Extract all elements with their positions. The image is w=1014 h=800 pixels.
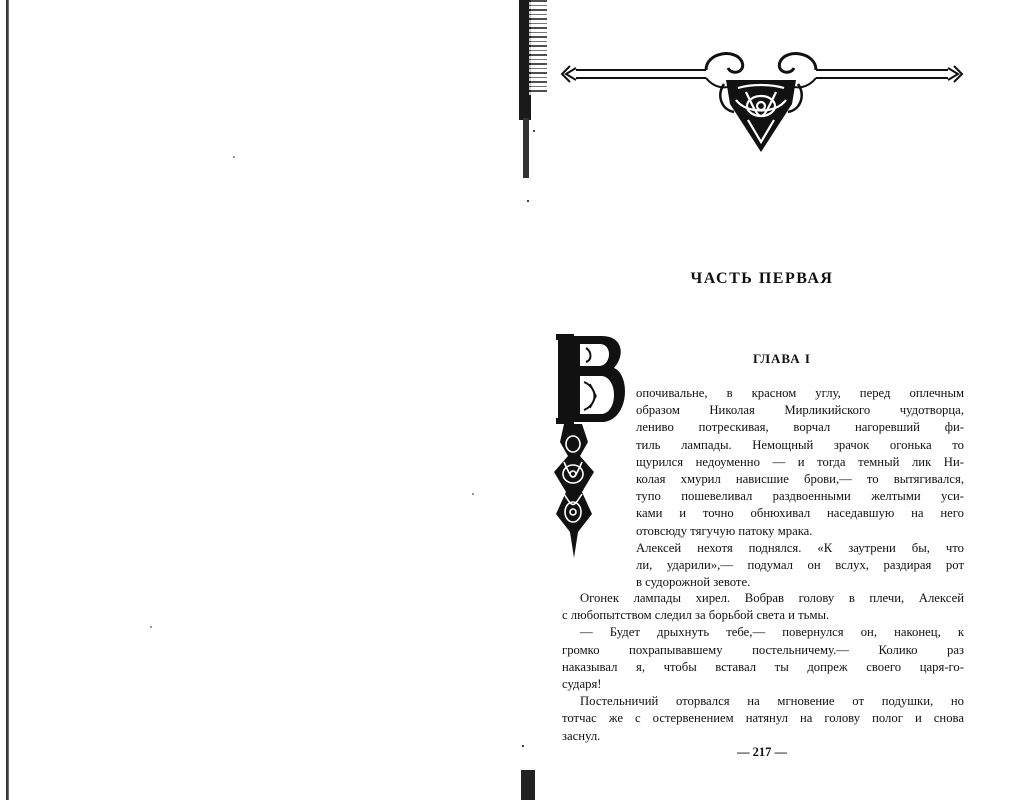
- text-line: заснул.: [562, 728, 601, 743]
- text-line: опочивальне, в красном углу, перед оплечным: [636, 386, 964, 400]
- chapter-title: ГЛАВА I: [753, 351, 811, 366]
- text-line: лениво потрескивая, ворчал нагоревший фи-: [636, 420, 964, 435]
- drop-cap-letter-v: [552, 332, 634, 560]
- text-line: с любопытством следил за борьбой света и тьмы.: [562, 608, 830, 623]
- paragraph-beside-drop-cap: [636, 385, 964, 591]
- text-line: наказывал я, чтобы вставал ты допреж своего царя-го-: [562, 659, 964, 674]
- header-ornament: [556, 44, 966, 159]
- part-title: ЧАСТЬ ПЕРВАЯ: [690, 270, 834, 287]
- left-page-edge: [6, 0, 9, 800]
- speck: [150, 626, 152, 628]
- text-line: тотчас же с остервенением натянул на голову полог и снова: [562, 711, 964, 726]
- text-line: Огонек лампады хирел. Вобрав голову в плечи, Алексей: [580, 591, 964, 605]
- text-line: колая хмурил нависшие брови,— то вытягивался,: [636, 471, 964, 486]
- text-line: ли, ударили»,— подумал он вслух, раздирая рот: [636, 557, 964, 572]
- speck: [472, 493, 474, 495]
- text-line: Алексей нехотя поднялся. «К заутрени бы, что: [636, 540, 964, 555]
- text-line: образом Николая Мирликийского чудотворца,: [636, 403, 964, 418]
- text-line: ками и точно обнюхивал наседавшую на него: [636, 506, 964, 521]
- text-line: сударя!: [562, 676, 602, 691]
- text-line: тиль лампады. Немощный зрачок огонька то: [636, 437, 964, 452]
- text-line: громко похрапывавшему постельничему.— Колико раз: [562, 642, 964, 657]
- paragraph-full-width: [562, 590, 964, 745]
- text-line: отовсюду тягучую патоку мрака.: [636, 523, 813, 538]
- speck: [233, 156, 235, 158]
- text-line: в судорожной зевоте.: [636, 575, 751, 590]
- text-line: Постельничий оторвался на мгновение от подушки, но: [580, 694, 964, 709]
- text-line: тупо пошевеливал раздвоенными желтыми уси-: [636, 489, 964, 504]
- text-line: щурился недоуменно — и тогда темный лик Ни-: [636, 454, 964, 469]
- text-line: — Будет дрыхнуть тебе,— повернулся он, наконец, к: [580, 625, 964, 640]
- page-number: — 217 —: [737, 745, 787, 759]
- right-page: [552, 0, 972, 800]
- book-gutter: [519, 0, 549, 800]
